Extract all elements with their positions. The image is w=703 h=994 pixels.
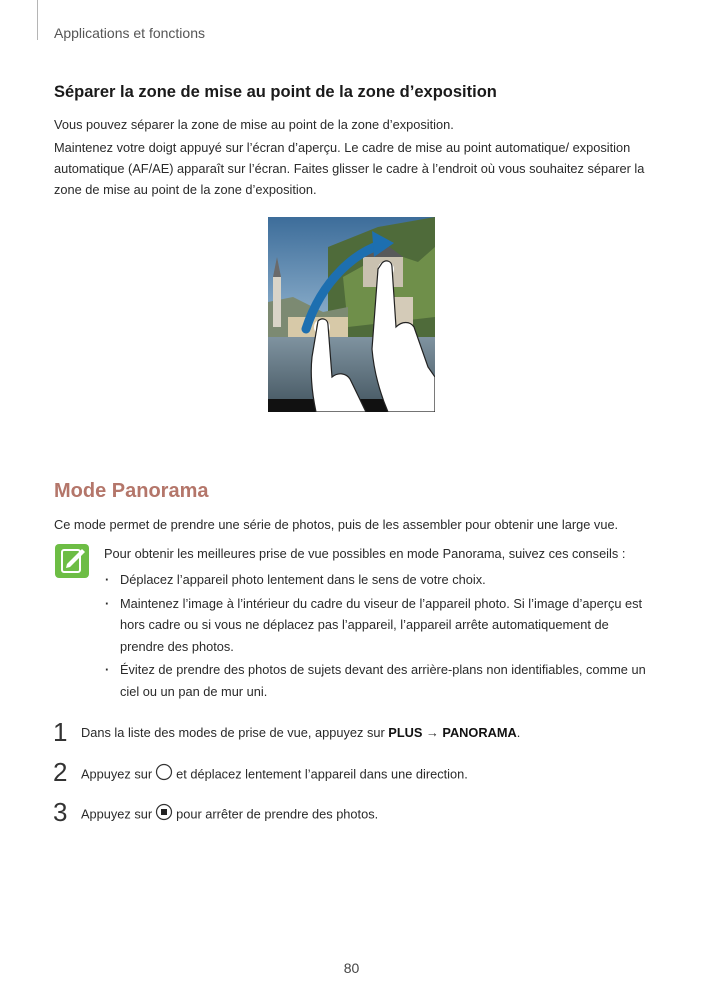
arrow: → [422, 725, 443, 740]
focus-section-para1: Vous pouvez séparer la zone de mise au point de la zone d’exposition. [54, 117, 454, 132]
tip-item: · Évitez de prendre des photos de sujets devant des arrière-plans non identifiables, comme un ciel ou un pan de mur uni. [104, 659, 656, 702]
page-number: 80 [343, 960, 360, 976]
panorama-label: PANORAMA [442, 725, 517, 740]
tips-list [104, 569, 656, 704]
preview-illustration [268, 217, 435, 412]
step-3-prefix: Appuyez sur [81, 806, 153, 822]
tip-item: · Maintenez l’image à l’intérieur du cadre du viseur de l’appareil photo. Si l’image d’aperçu est hors cadre ou si vous ne déplacez pas l’appareil, l’appareil arrête automatiquement de prendre des photos. [104, 593, 656, 658]
step-1-suffix: . [516, 725, 521, 740]
section-header: Applications et fonctions [54, 25, 205, 41]
step-2-suffix: et déplacez lentement l’appareil dans une direction. [176, 766, 468, 782]
step-1-text [81, 723, 520, 743]
step-number-3: 3 [53, 797, 68, 827]
step-number-1: 1 [53, 717, 68, 747]
panorama-title: Mode Panorama [54, 480, 209, 502]
stop-icon [155, 803, 173, 827]
step-3-text [81, 803, 378, 827]
step-1-prefix: Dans la liste des modes de prise de vue, appuyez sur [81, 725, 389, 740]
step-2-prefix: Appuyez sur [81, 766, 153, 782]
plus-label: PLUS [388, 725, 423, 740]
shutter-icon [155, 763, 173, 787]
step-2-text [81, 763, 468, 787]
note-intro: Pour obtenir les meilleures prise de vue possibles en mode Panorama, suivez ces conseils : [104, 546, 626, 561]
tip-item: · Déplacez l’appareil photo lentement dans le sens de votre choix. [104, 569, 656, 591]
header-rule [37, 0, 38, 40]
step-number-2: 2 [53, 757, 68, 787]
step-3-suffix: pour arrêter de prendre des photos. [176, 806, 379, 822]
panorama-intro: Ce mode permet de prendre une série de photos, puis de les assembler pour obtenir une large vue. [54, 517, 619, 532]
focus-section-title: Séparer la zone de mise au point de la zone d’exposition [54, 83, 497, 101]
note-icon [55, 544, 89, 578]
preview-scene [268, 217, 435, 412]
focus-section-para2: Maintenez votre doigt appuyé sur l’écran d’aperçu. Le cadre de mise au point automatique/ exposition automatique (AF/AE) apparaît sur l’écran. Faites glisser le cadre à l’endroit où vous souhaitez séparer la zone de mise au point de la zone d’exposition. [54, 140, 645, 197]
